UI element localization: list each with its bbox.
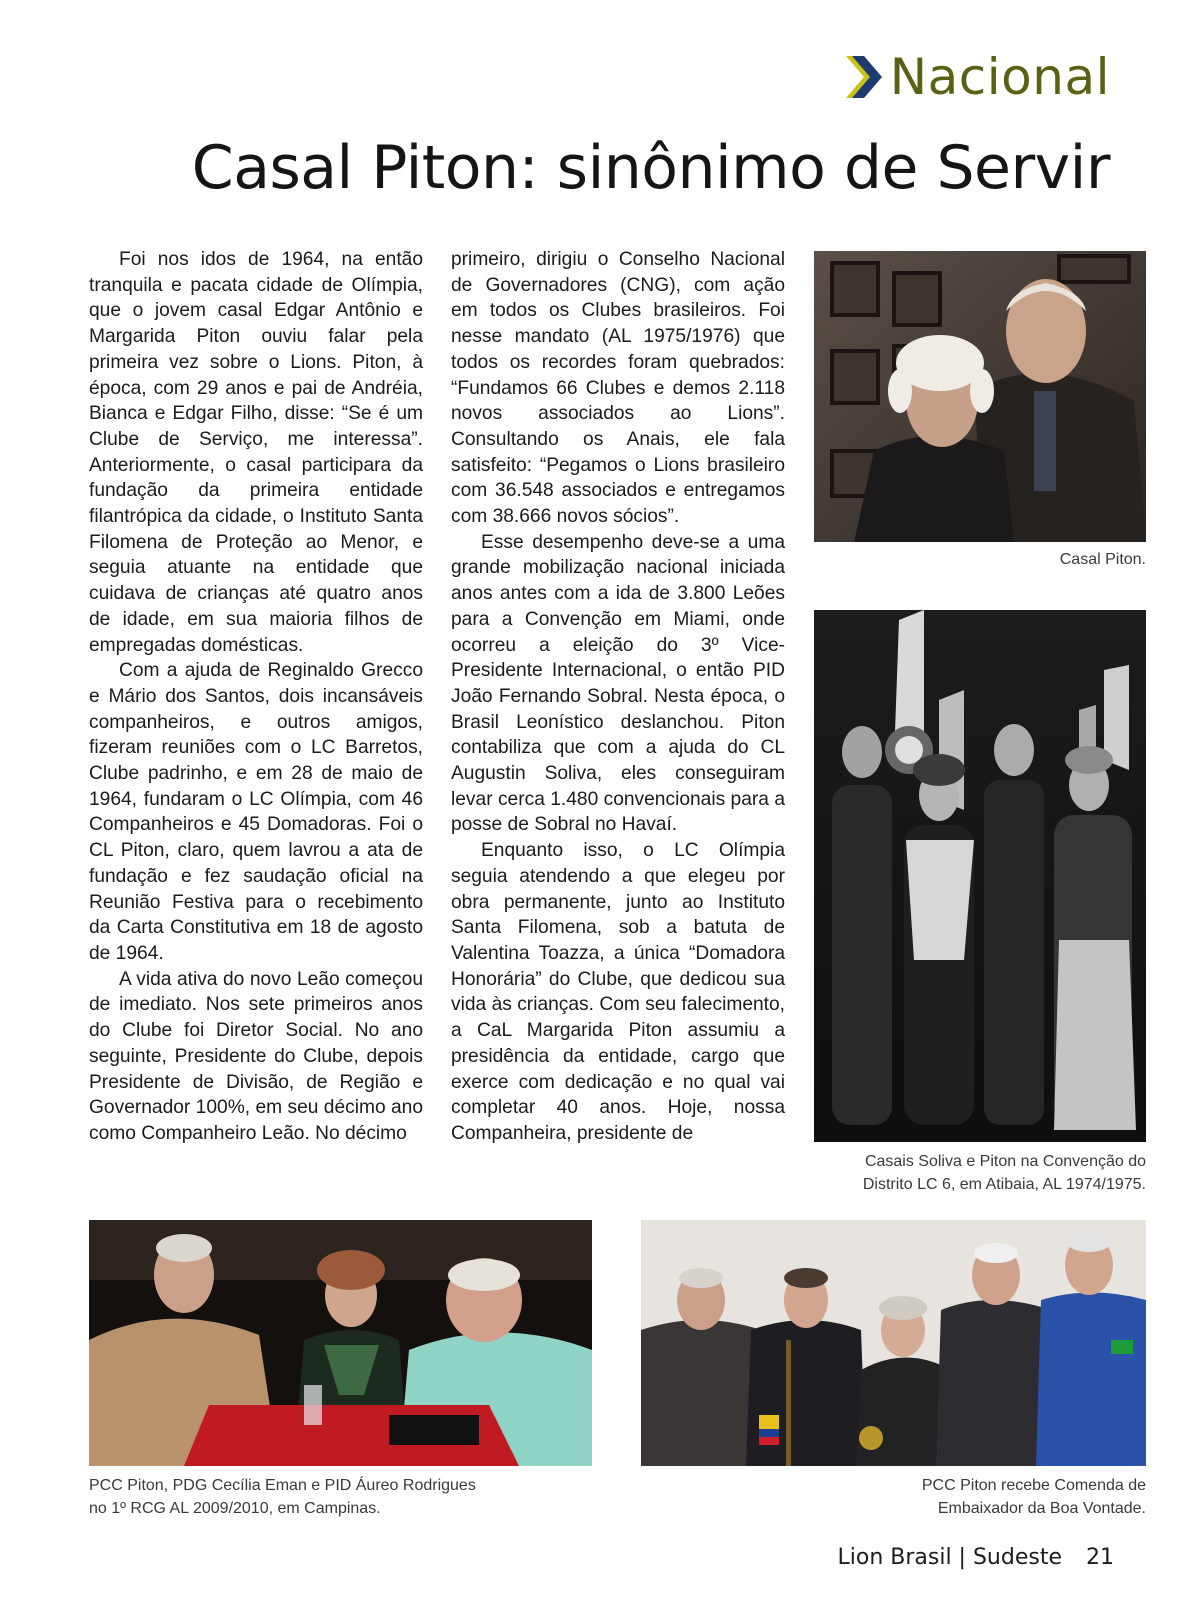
- page-footer: [837, 1545, 1114, 1570]
- paragraph: Enquanto isso, o LC Olímpia seguia atendendo a que elegeu por obra permanente, junto ao Instituto Santa Filomena, sob a batuta de Valentina Toazza, a única “Domadora Honorária” do Clube, que dedicou sua vida às crianças. Com seu falecimento, a CaL Margarida Piton assumiu a presidência da entidade, cargo que exerce com dedicação e no qual vai completar 40 anos. Hoje, nossa Companheira, presidente de: [451, 840, 785, 1144]
- section-label: [844, 48, 1110, 106]
- article-title: Casal Piton: sinônimo de Servir: [191, 133, 1110, 203]
- paragraph: Esse desempenho deve-se a uma grande mobilização nacional iniciada anos antes com a ida de 3.800 Leões para a Convenção em Miami, onde ocorreu a eleição do 3º Vice-Presidente Internacional, o então PID João Fernando Sobral. Nesta época, o Brasil Leonístico deslanchou. Piton contabiliza que com a ajuda do CL Augustin Soliva, eles conseguiram levar cerca 1.480 convencionais para a posse de Sobral no Havaí.: [451, 531, 785, 836]
- caption-photo-3: PCC Piton, PDG Cecília Eman e PID Áureo Rodrigues no 1º RCG AL 2009/2010, em Campinas.: [89, 1477, 476, 1517]
- arrow-chevron-icon: [844, 54, 884, 100]
- paragraph: Com a ajuda de Reginaldo Grecco e Mário dos Santos, dois incansáveis companheiros, e outros amigos, fizeram reuniões com o LC Barretos, Clube padrinho, e em 28 de maio de 1964, fundaram o LC Olímpia, com 46 Companheiros e 45 Domadoras. Foi o CL Piton, claro, quem lavrou a ata de fundação e fez saudação oficial na Reunião Festiva para o recebimento da Carta Constitutiva em 18 de agosto de 1964.: [89, 660, 423, 964]
- section-label-text: Nacional: [889, 48, 1110, 106]
- caption-photo-2: Casais Soliva e Piton na Convenção do Distrito LC 6, em Atibaia, AL 1974/1975.: [862, 1153, 1146, 1193]
- paragraph: Foi nos idos de 1964, na então tranquila e pacata cidade de Olímpia, que o jovem casal Edgar Antônio e Margarida Piton ouviu falar pela primeira vez sobre o Lions. Piton, à época, com 29 anos e pai de Andréia, Bianca e Edgar Filho, disse: “Se é um Clube de Serviço, me interessa”. Anteriormente, o casal participara da fundação da primeira entidade filantrópica da cidade, o Instituto Santa Filomena de Proteção ao Menor, e seguia atuante na entidade que cuidava de crianças até quatro anos de idade, em sua maioria filhos de empregadas domésticas.: [89, 249, 423, 656]
- photo-convencao-atibaia: [814, 610, 1146, 1142]
- article-column-1: [89, 247, 423, 1147]
- magazine-name: Lion Brasil | Sudeste: [837, 1545, 1062, 1570]
- article-column-2: [451, 247, 785, 1147]
- paragraph: primeiro, dirigiu o Conselho Nacional de Governadores (CNG), com ação em todos os Clubes brasileiros. Foi nesse mandato (AL 1975/1976) que todos os recordes foram quebrados: “Fundamos 66 Clubes e demos 2.118 novos associados ao Lions”. Consultando os Anais, ele fala satisfeito: “Pegamos o Lions brasileiro com 36.548 associados e entregamos com 38.666 novos sócios”.: [451, 249, 785, 528]
- page-number: 21: [1086, 1545, 1114, 1570]
- photo-casal-piton: [814, 251, 1146, 542]
- caption-photo-1: Casal Piton.: [1059, 551, 1146, 568]
- paragraph: A vida ativa do novo Leão começou de imediato. Nos sete primeiros anos do Clube foi Diretor Social. No ano seguinte, Presidente do Clube, depois Presidente de Divisão, de Região e Governador 100%, em seu décimo ano como Companheiro Leão. No décimo: [89, 968, 423, 1144]
- photo-comenda-boa-vontade: [641, 1220, 1146, 1466]
- caption-photo-4: PCC Piton recebe Comenda de Embaixador da Boa Vontade.: [921, 1477, 1146, 1517]
- photo-rcg-campinas: [89, 1220, 592, 1466]
